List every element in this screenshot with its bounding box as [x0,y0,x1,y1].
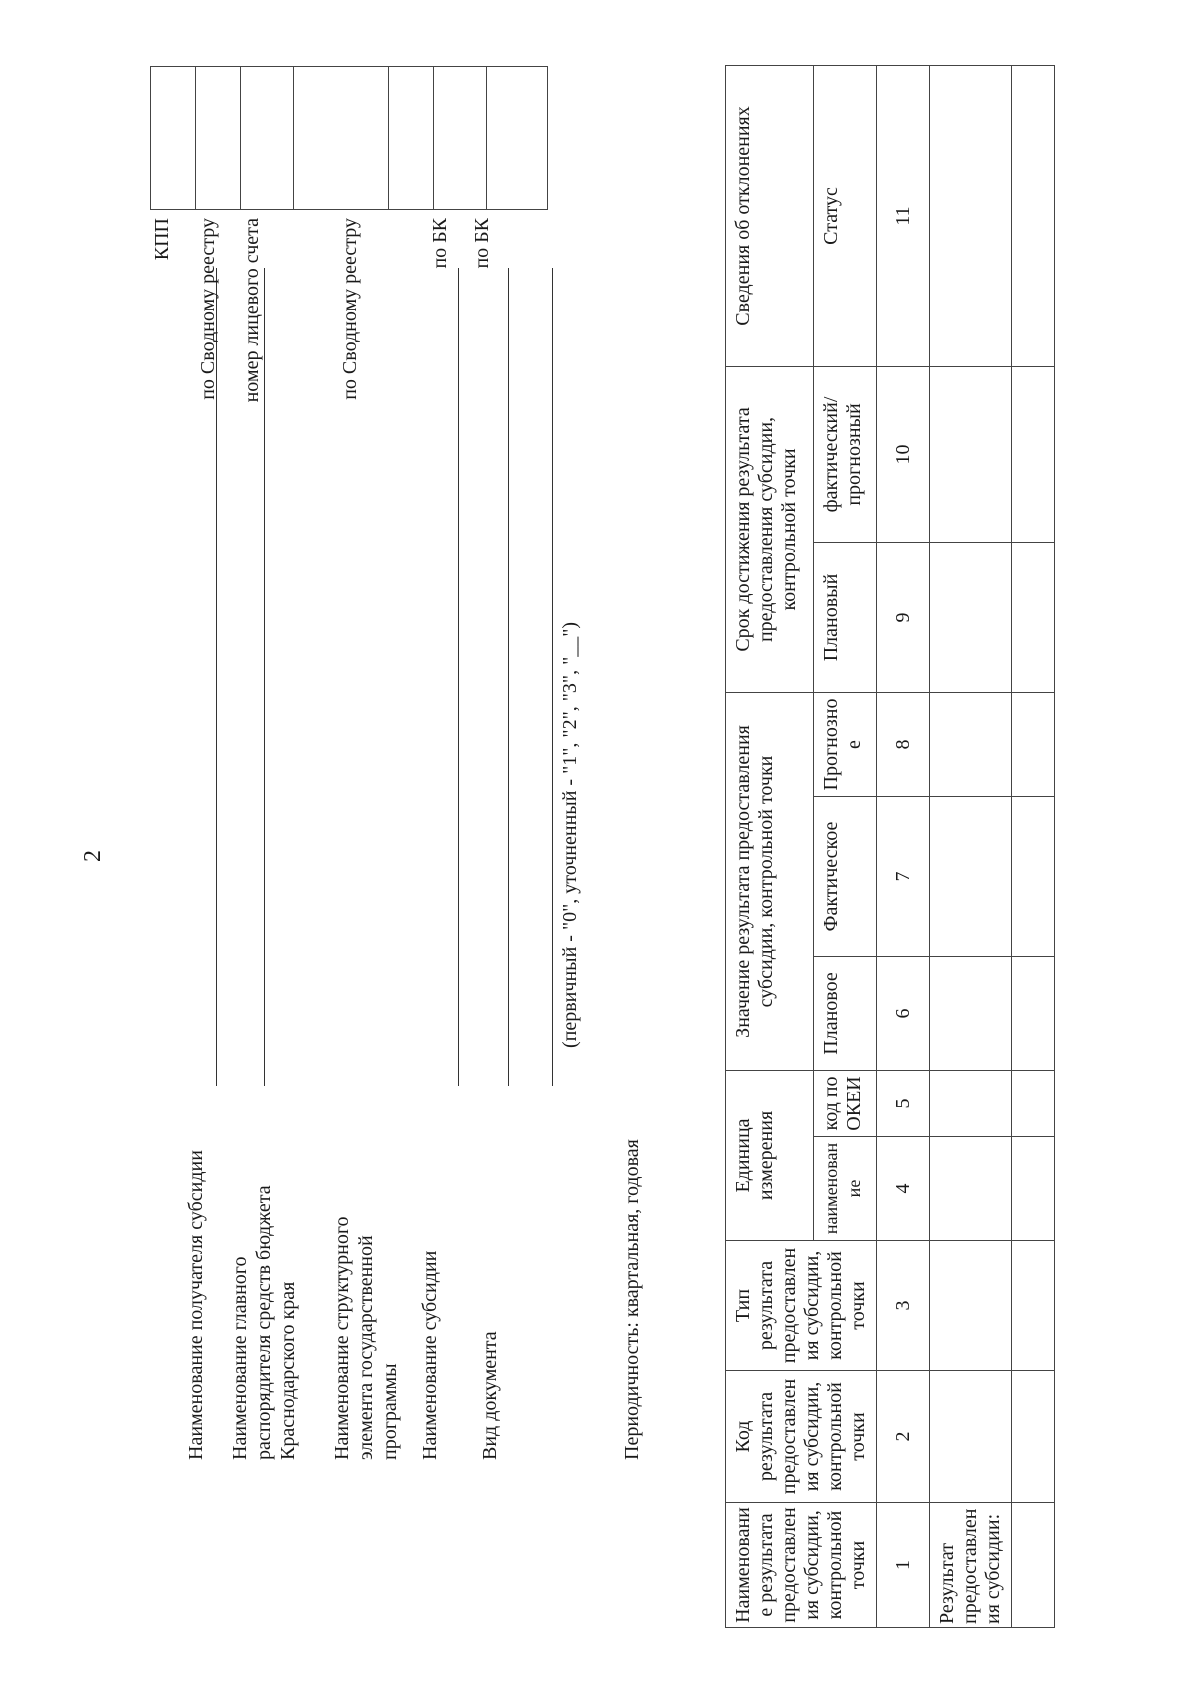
code-cell-bk-2 [434,67,487,210]
column-number: 10 [877,366,930,542]
document-type-label: Вид документа [479,1331,501,1460]
header-status: Статус [813,65,876,366]
table-cell [1012,1137,1055,1241]
document-type-hint: (первичный - "0", уточненный - "1", "2", "3", "__") [559,621,581,1048]
table-cell [1012,692,1055,796]
program-element-label: Наименование структурного элемента государственной программы [331,1216,401,1460]
header-result-code: Код результата предоставления субсидии, контрольной точки [726,1371,877,1503]
column-number: 3 [877,1241,930,1371]
code-cell-kpp [151,67,196,210]
header-value-actual: Фактическое [813,796,876,956]
table-cell [1012,796,1055,956]
table-cell [930,1137,1012,1241]
table-cell [1012,1371,1055,1503]
header-deviations: Сведения об отклонениях [726,65,814,366]
table-cell [1012,956,1055,1070]
code-cell-account [241,67,294,210]
header-deadline-planned: Плановый [813,542,876,692]
table-cell [1012,1241,1055,1371]
subsidy-name-line [508,268,509,1086]
table-cell [1012,366,1055,542]
header-deadline: Срок достижения результата предоставления субсидии, контрольной точки [726,366,814,692]
header-result-name: Наименование результата предоставления субсидии, контрольной точки [726,1503,877,1628]
page-number: 2 [80,850,106,862]
consolidated-register-label-2: по Сводному реестру [339,218,361,400]
table-cell [930,1241,1012,1371]
chief-manager-label: Наименование главного распорядителя средств бюджета Краснодарского края [229,1185,299,1460]
table-cell [930,1371,1012,1503]
periodicity-label: Периодичность: квартальная, годовая [621,1139,643,1460]
header-value-forecast: Прогнозное [813,692,876,796]
kpp-label: КПП [151,218,173,261]
document-type-line [552,268,553,1086]
table-cell [1012,1070,1055,1136]
recipient-name-label: Наименование получателя субсидии [185,1150,207,1460]
code-cell-doc-type [487,67,548,210]
column-number: 6 [877,956,930,1070]
code-cell-register-2 [294,67,389,210]
column-number: 7 [877,796,930,956]
table-cell [1012,65,1055,366]
consolidated-register-label-1: по Сводному реестру [197,218,219,400]
column-number: 5 [877,1070,930,1136]
result-row-label: Результат предоставления субсидии: [930,1503,1012,1628]
budget-code-label-1: по БК [429,218,451,269]
header-value: Значение результата предоставления субсидии, контрольной точки [726,692,814,1070]
budget-code-label-2: по БК [471,218,493,269]
table-cell [1012,1503,1055,1628]
table-cell [930,542,1012,692]
subsidy-results-table [725,65,1055,1628]
header-deadline-actual: фактический/ прогнозный [813,366,876,542]
column-number: 2 [877,1371,930,1503]
header-value-planned: Плановое [813,956,876,1070]
column-number: 8 [877,692,930,796]
codes-table [150,66,548,210]
column-number: 11 [877,65,930,366]
column-number: 1 [877,1503,930,1628]
table-cell [930,956,1012,1070]
header-unit: Единица измерения [726,1070,814,1240]
code-cell-bk-1 [389,67,434,210]
account-number-label: номер лицевого счета [241,218,263,403]
table-cell [930,692,1012,796]
program-element-line [458,268,459,1086]
column-number: 4 [877,1137,930,1241]
chief-manager-line [264,268,265,1086]
code-cell-register-1 [196,67,241,210]
table-cell [930,366,1012,542]
header-unit-okei: код по ОКЕИ [813,1070,876,1136]
table-cell [930,796,1012,956]
subsidy-name-label: Наименование субсидии [419,1250,441,1460]
header-unit-name: наименование [813,1137,876,1241]
table-cell [930,65,1012,366]
table-cell [1012,542,1055,692]
table-cell [930,1070,1012,1136]
column-number: 9 [877,542,930,692]
header-result-type: Тип результата предоставления субсидии, контрольной точки [726,1241,877,1371]
